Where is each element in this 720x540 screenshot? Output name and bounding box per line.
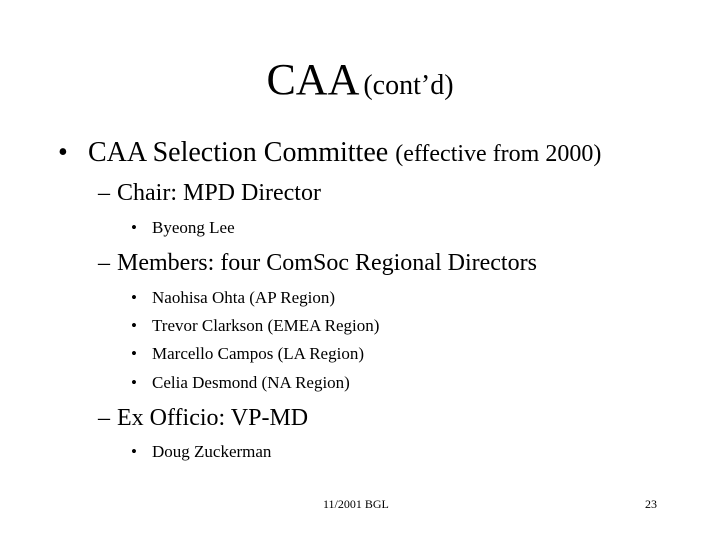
footer-date-author: 11/2001 BGL	[323, 497, 389, 511]
slide-title	[0, 55, 720, 104]
person-item	[131, 289, 335, 306]
subitem-chair	[98, 181, 321, 205]
person-item	[131, 345, 364, 362]
footer-page-number: 23	[645, 497, 657, 511]
dash-mark: –	[98, 405, 110, 431]
subitem-text: Chair: MPD Director	[117, 180, 321, 206]
bullet-mark: •	[131, 316, 137, 335]
person-item	[131, 374, 350, 391]
person-text: Celia Desmond (NA Region)	[152, 373, 350, 392]
bullet-mark: •	[58, 137, 68, 168]
dash-mark: –	[98, 180, 110, 206]
person-item	[131, 317, 379, 334]
bullet-text-suffix: (effective from 2000)	[395, 141, 602, 167]
bullet-mark: •	[131, 218, 137, 237]
slide-title-suffix: (cont’d)	[363, 70, 454, 101]
subitem-text: Ex Officio: VP-MD	[117, 405, 309, 431]
person-text: Doug Zuckerman	[152, 442, 272, 461]
bullet-mark: •	[131, 373, 137, 392]
person-text: Marcello Campos (LA Region)	[152, 344, 364, 363]
subitem-text: Members: four ComSoc Regional Directors	[117, 250, 537, 276]
subitem-ex-officio	[98, 406, 308, 430]
subitem-members	[98, 251, 537, 275]
person-item	[131, 219, 235, 236]
bullet-mark: •	[131, 442, 137, 461]
person-item	[131, 443, 271, 460]
bullet-text: CAA Selection Committee	[88, 137, 389, 168]
bullet-mark: •	[131, 344, 137, 363]
slide-title-main: CAA	[266, 55, 360, 104]
person-text: Naohisa Ohta (AP Region)	[152, 288, 336, 307]
bullet-mark: •	[131, 288, 137, 307]
person-text: Trevor Clarkson (EMEA Region)	[152, 316, 380, 335]
dash-mark: –	[98, 250, 110, 276]
person-text: Byeong Lee	[152, 218, 235, 237]
bullet-item-committee	[58, 139, 601, 167]
